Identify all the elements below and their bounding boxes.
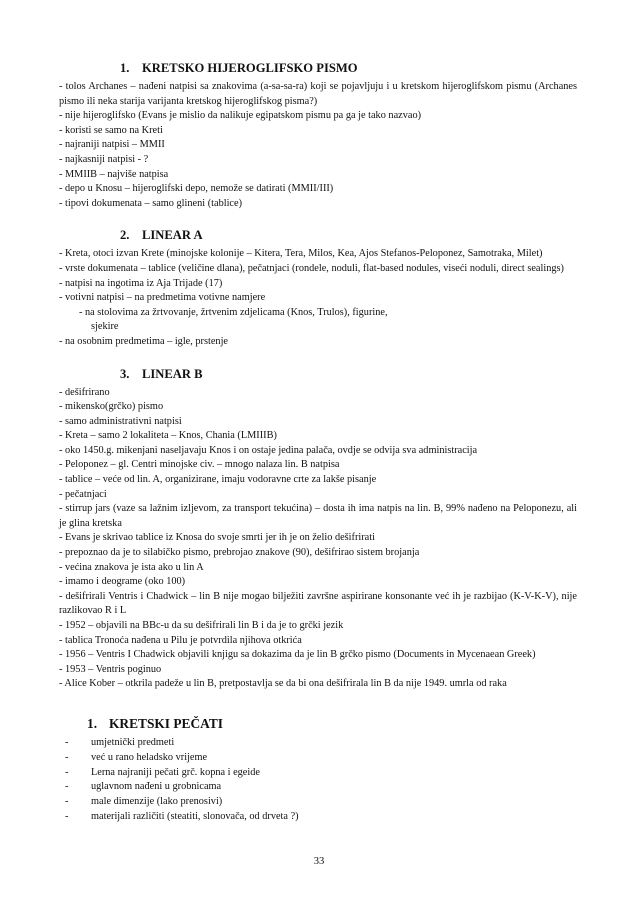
section-number: 2. xyxy=(120,228,130,243)
bullet-dash: - xyxy=(65,810,69,822)
text-subline: - na stolovima za žrtvovanje, žrtvenim zdjelicama (Knos, Trulos), figurine, xyxy=(79,306,388,318)
section-title: LINEAR A xyxy=(142,228,203,243)
list-item xyxy=(59,795,577,810)
list-item-text: već u rano heladsko vrijeme xyxy=(91,751,208,763)
list-item-text: umjetnički predmeti xyxy=(91,736,175,748)
text-line: - tipovi dokumenata – samo glineni (tablice) xyxy=(59,197,243,209)
list-item xyxy=(59,810,577,825)
list-item-text: Lerna najraniji pečati grč. kopna i egeide xyxy=(91,766,260,778)
section-heading xyxy=(59,366,577,382)
text-line: - koristi se samo na Kreti xyxy=(59,124,163,136)
text-line: - vrste dokumenata – tablice (veličine dlana), pečatnjaci (rondele, noduli, flat-based nodules, viseći noduli, direct sealings) xyxy=(59,262,564,274)
list-item-text: uglavnom nađeni u grobnicama xyxy=(91,781,222,793)
list-item xyxy=(59,736,577,751)
text-line: - tablice – veće od lin. A, organizirane, imaju vodoravne crte za lakše pisanje xyxy=(59,474,377,486)
text-line: - najkasniji natpisi - ? xyxy=(59,153,149,165)
bullet-dash: - xyxy=(65,781,69,793)
text-line: - većina znakova je ista ako u lin A xyxy=(59,561,204,573)
section-linear-b xyxy=(59,366,577,692)
list-item xyxy=(59,766,577,781)
text-line: - Alice Kober – otkrila padeže u lin B, pretpostavlja se da bi ona dešifrirala lin B da nije 1949. umrla od raka xyxy=(59,678,507,690)
section-title: LINEAR B xyxy=(142,366,203,381)
bullet-dash: - xyxy=(65,766,69,778)
section-kretsko-hijeroglifsko xyxy=(59,60,577,211)
text-line: - najraniji natpisi – MMII xyxy=(59,139,165,151)
section-linear-a xyxy=(59,227,577,349)
text-line: - nije hijeroglifsko (Evans je mislio da nalikuje egipatskom pismu pa ga je tako nazvao) xyxy=(59,110,422,122)
section-title: KRETSKO HIJEROGLIFSKO PISMO xyxy=(142,61,358,75)
text-line: - tolos Archanes – nađeni natpisi sa znakovima (a-sa-sa-ra) koji se pojavljuju i u kretskom hijeroglifskom pismu (Archanes pismo ili neka starija varijanta kretskog hijeroglifskog pisma?) xyxy=(59,81,577,107)
document-page xyxy=(59,60,577,825)
section-kretski-pecati xyxy=(59,716,577,825)
bullet-dash: - xyxy=(65,796,69,808)
bullet-dash: - xyxy=(65,751,69,763)
text-line: - stirrup jars (vaze sa lažnim izljevom, za transport tekućina) – dosta ih ima natpis na lin. B, 99% nađeno na Peloponezu, ali je glina kretska xyxy=(59,503,577,529)
text-line: - dešifrirali Ventris i Chadwick – lin B nije mogao bilježiti završne aspirirane konsonante već ih je razbijao (K-V-K-V), nije razlikovao R i L xyxy=(59,590,577,617)
section-number: 1. xyxy=(120,61,130,75)
section-heading xyxy=(59,716,577,732)
list-item xyxy=(59,751,577,766)
list-item xyxy=(59,780,577,795)
section-number: 1. xyxy=(87,715,98,731)
text-line: - Kreta, otoci izvan Krete (minojske kolonije – Kitera, Tera, Milos, Kea, Ajos Stefanos-Peloponez, Samotraka, Milet) xyxy=(59,248,543,260)
page-number: 33 xyxy=(313,856,325,867)
bullet-dash: - xyxy=(65,736,69,748)
text-line: - votivni natpisi – na predmetima votivne namjere xyxy=(59,292,266,304)
text-line: - mikensko(grčko) pismo xyxy=(59,401,164,413)
text-line: - 1956 – Ventris I Chadwick objavili knjigu sa dokazima da je lin B grčko pismo (Documents in Mycenaean Greek) xyxy=(59,649,536,661)
text-line: - dešifrirano xyxy=(59,386,110,398)
text-line: - Kreta – samo 2 lokaliteta – Knos, Chania (LMIIIB) xyxy=(59,430,277,442)
text-line: - tablica Tronoća nađena u Pilu je potvrdila njihova otkrića xyxy=(59,634,302,646)
text-line: - prepoznao da je to silabičko pismo, prebrojao znakove (90), dešifrirao sistem brojanja xyxy=(59,547,420,559)
text-subline: sjekire xyxy=(91,321,119,333)
text-line: - na osobnim predmetima – igle, prstenje xyxy=(59,335,228,347)
text-line: - pečatnjaci xyxy=(59,488,107,500)
text-line: - 1952 – objavili na BBc-u da su dešifrirali lin B i da je to grčki jezik xyxy=(59,620,344,631)
text-line: - MMIIB – najviše natpisa xyxy=(59,168,169,180)
section-number: 3. xyxy=(120,366,130,381)
text-line: - imamo i deograme (oko 100) xyxy=(59,576,186,588)
text-line: - Evans je skrivao tablice iz Knosa do svoje smrti jer ih je on želio dešifrirati xyxy=(59,532,375,544)
text-line: - depo u Knosu – hijeroglifski depo, nemože se datirati (MMII/III) xyxy=(59,183,334,195)
text-line: - oko 1450.g. mikenjani naseljavaju Knos i on ostaje jedina palača, ovdje se odvija sva administracija xyxy=(59,444,478,456)
text-line: - 1953 – Ventris poginuo xyxy=(59,663,162,675)
text-line: - samo administrativni natpisi xyxy=(59,415,182,427)
text-line: - natpisi na ingotima iz Aja Trijade (17) xyxy=(59,277,223,289)
section-title: KRETSKI PEČATI xyxy=(109,715,223,731)
section-heading xyxy=(59,60,577,76)
text-line: - Peloponez – gl. Centri minojske civ. – mnogo nalaza lin. B natpisa xyxy=(59,459,340,471)
section-heading xyxy=(59,227,577,243)
list-item-text: male dimenzije (lako prenosivi) xyxy=(91,796,223,808)
list-item-text: materijali različiti (steatiti, slonovača, od drveta ?) xyxy=(91,810,299,822)
